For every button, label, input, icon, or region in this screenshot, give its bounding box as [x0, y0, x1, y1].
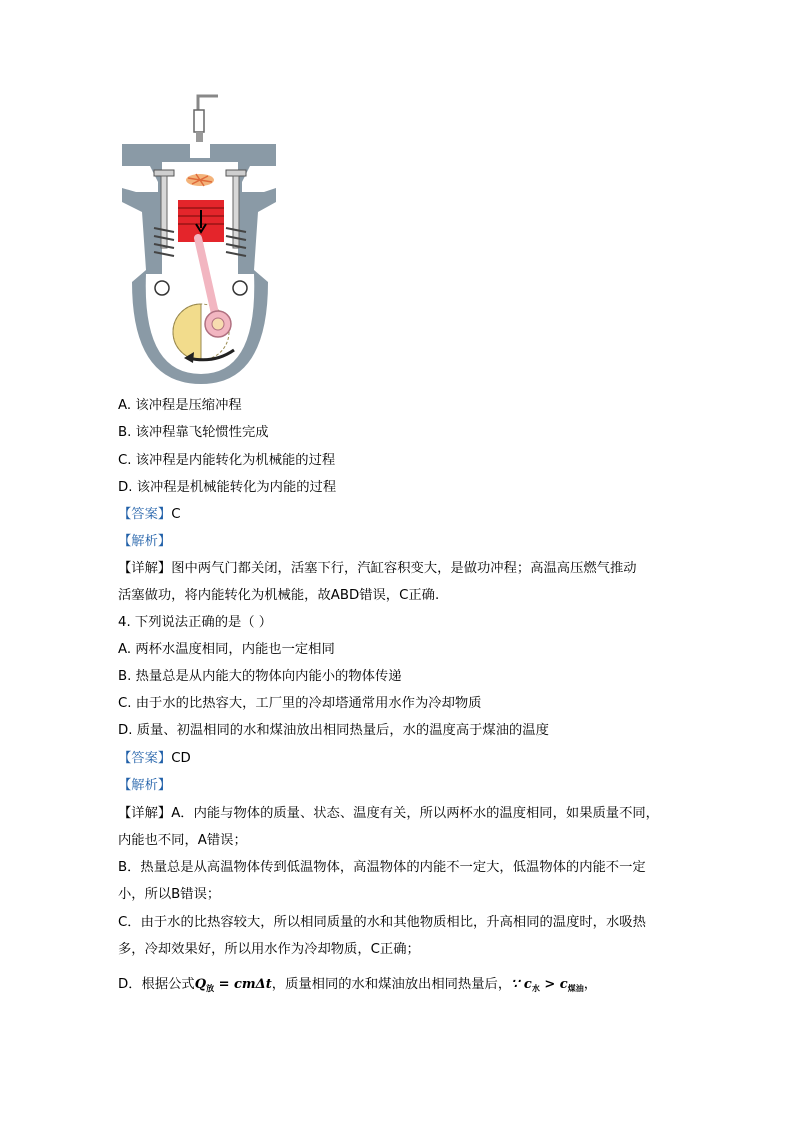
q4-detail-d: D．根据公式$Q_放 = cm\Delta t$，质量相同的水和煤油放出相同热量后，∵ $c_水 > c_{煤油}$， — [118, 977, 598, 993]
q4-answer: 【答案】CD — [118, 751, 191, 766]
spark-icon — [186, 174, 214, 186]
q4-analysis-heading: 【解析】 — [118, 778, 172, 793]
q4-detail-b1: B．热量总是从高温物体传到低温物体，高温物体的内能不一定大，低温物体的内能不一定 — [118, 860, 646, 875]
q4-option-b: B. 热量总是从内能大的物体向内能小的物体传递 — [118, 669, 402, 684]
q4-stem: 4. 下列说法正确的是（ ） — [118, 615, 273, 630]
q4-detail-a1: 【详解】A．内能与物体的质量、状态、温度有关，所以两杯水的温度相同，如果质量不同， — [118, 806, 659, 821]
exhaust-cam-icon — [233, 281, 247, 295]
engine-stroke-figure — [118, 92, 284, 388]
q3-answer: 【答案】C — [118, 507, 181, 522]
q3-option-d: D. 该冲程是机械能转化为内能的过程 — [118, 480, 337, 495]
q4-option-a: A. 两杯水温度相同，内能也一定相同 — [118, 642, 335, 657]
heat-formula: $Q_放 = cm\Delta t$ — [194, 977, 272, 993]
q3-option-c: C. 该冲程是内能转化为机械能的过程 — [118, 453, 336, 468]
q3-option-a: A. 该冲程是压缩冲程 — [118, 398, 242, 413]
q3-option-b: B. 该冲程靠飞轮惯性完成 — [118, 425, 269, 440]
q4-detail-c2: 多，冷却效果好，所以用水作为冷却物质，C正确； — [118, 942, 420, 957]
spark-plug-icon — [194, 96, 218, 142]
answer-tag: 【答案】 — [118, 507, 172, 522]
q3-analysis-heading: 【解析】 — [118, 534, 172, 549]
q4-detail-a2: 内能也不同，A错误； — [118, 833, 247, 848]
q4-option-c: C. 由于水的比热容大，工厂里的冷却塔通常用水作为冷却物质 — [118, 696, 482, 711]
intake-cam-icon — [155, 281, 169, 295]
q4-detail-b2: 小，所以B错误； — [118, 887, 221, 902]
q4-option-d: D. 质量、初温相同的水和煤油放出相同热量后，水的温度高于煤油的温度 — [118, 723, 549, 738]
q3-detail-line1: 【详解】图中两气门都关闭，活塞下行，汽缸容积变大，是做功冲程；高温高压燃气推动 — [118, 561, 637, 576]
specific-heat-comparison: ∵ $c_水 > c_{煤油}$ — [511, 977, 584, 993]
q4-detail-c1: C．由于水的比热容较大，所以相同质量的水和其他物质相比，升高相同的温度时，水吸热 — [118, 915, 646, 930]
q3-detail-line2: 活塞做功，将内能转化为机械能，故ABD错误，C正确. — [118, 588, 440, 603]
